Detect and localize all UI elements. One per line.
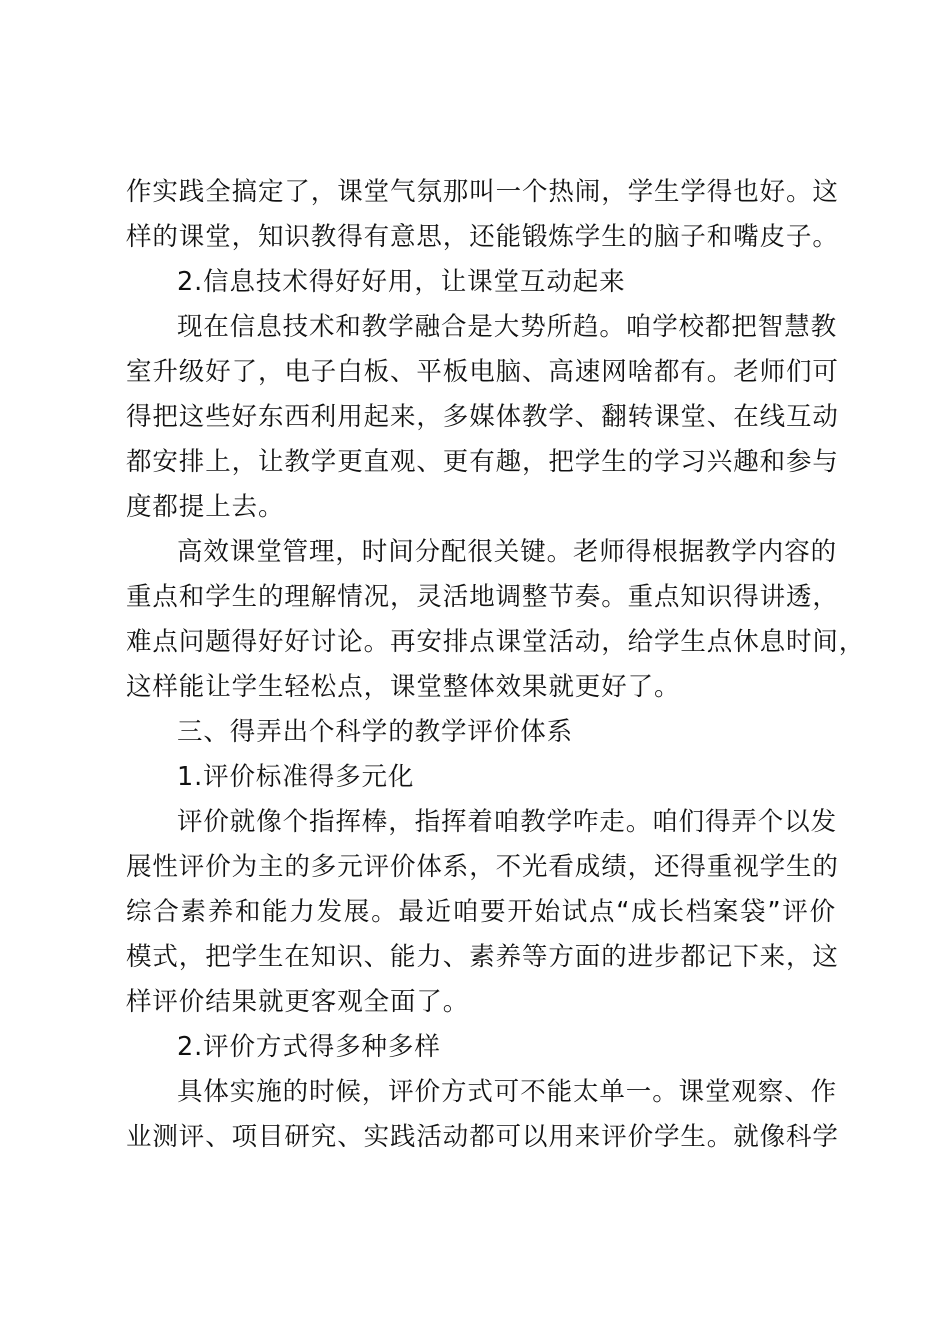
- paragraph-line: 综合素养和能力发展。最近咱要开始试点“成长档案袋”评价: [126, 897, 836, 927]
- paragraph-line: 评价就像个指挥棒，指挥着咱教学咋走。咱们得弄个以发: [177, 807, 838, 837]
- paragraph-line: 业测评、项目研究、实践活动都可以用来评价学生。就像科学: [126, 1122, 839, 1152]
- paragraph-line: 得把这些好东西利用起来，多媒体教学、翻转课堂、在线互动: [126, 402, 839, 432]
- paragraph-line: 具体实施的时候，评价方式可不能太单一。课堂观察、作: [177, 1077, 838, 1107]
- subheading: 2.信息技术得好好用，让课堂互动起来: [177, 267, 626, 297]
- document-body: [126, 170, 866, 1160]
- paragraph-line: 室升级好了，电子白板、平板电脑、高速网啥都有。老师们可: [126, 357, 839, 387]
- paragraph-line: 展性评价为主的多元评价体系，不光看成绩，还得重视学生的: [126, 852, 839, 882]
- paragraph-line: 度都提上去。: [126, 492, 285, 522]
- paragraph-line: 作实践全搞定了，课堂气氛那叫一个热闹，学生学得也好。这: [126, 177, 839, 207]
- paragraph-line: 模式，把学生在知识、能力、素养等方面的进步都记下来，这: [126, 942, 839, 972]
- paragraph-line: 这样能让学生轻松点，课堂整体效果就更好了。: [126, 672, 681, 702]
- paragraph-line: 现在信息技术和教学融合是大势所趋。咱学校都把智慧教: [177, 312, 838, 342]
- paragraph-line: 样评价结果就更客观全面了。: [126, 987, 470, 1017]
- paragraph-line: 都安排上，让教学更直观、更有趣，把学生的学习兴趣和参与: [126, 447, 839, 477]
- paragraph-line: 样的课堂，知识教得有意思，还能锻炼学生的脑子和嘴皮子。: [126, 222, 839, 252]
- subheading: 2.评价方式得多种多样: [177, 1032, 441, 1062]
- section-heading: 三、得弄出个科学的教学评价体系: [177, 717, 574, 747]
- subheading: 1.评价标准得多元化: [177, 762, 415, 792]
- paragraph-line: 重点和学生的理解情况，灵活地调整节奏。重点知识得讲透，: [126, 582, 839, 612]
- paragraph-line: 高效课堂管理，时间分配很关键。老师得根据教学内容的: [177, 537, 838, 567]
- paragraph-line: 难点问题得好好讨论。再安排点课堂活动，给学生点休息时间，: [126, 627, 866, 657]
